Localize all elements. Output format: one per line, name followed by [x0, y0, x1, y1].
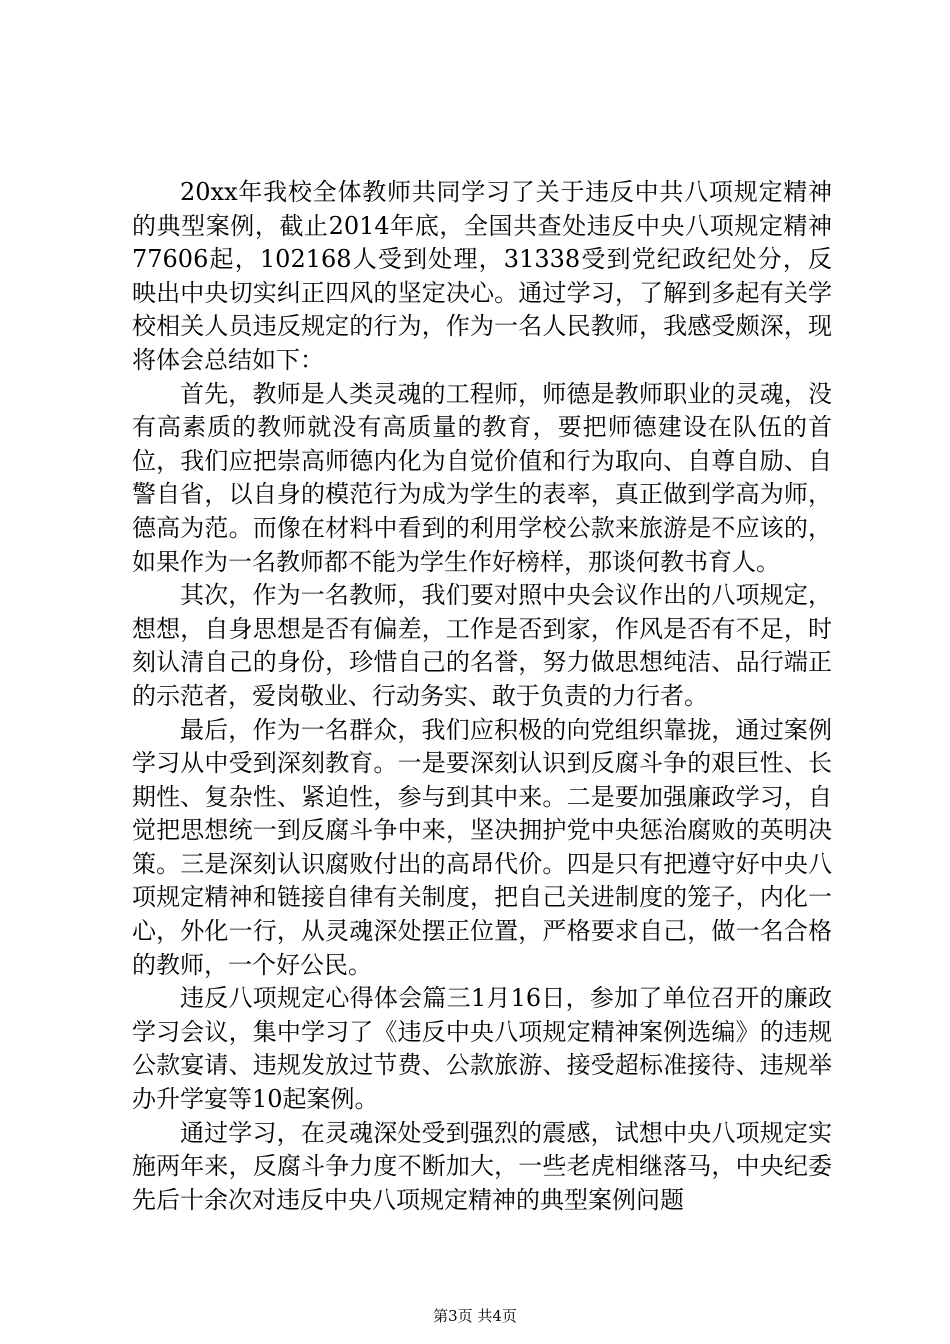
paragraph: 最后，作为一名群众，我们应积极的向党组织靠拢，通过案例学习从中受到深刻教育。一是要深刻认识到反腐斗争的艰巨性、长期性、复杂性、紧迫性，参与到其中来。二是要加强廉政学习，自觉把思想统一到反腐斗争中来，坚决拥护党中央惩治腐败的英明决策。三是深刻认识腐败付出的高昂代价。四是只有把遵守好中央八项规定精神和链接自律有关制度，把自己关进制度的笼子，内化一心，外化一行，从灵魂深处摆正位置，严格要求自己，做一名合格的教师，一个好公民。 — [132, 715, 832, 979]
paragraph: 其次，作为一名教师，我们要对照中央会议作出的八项规定，想想，自身思想是否有偏差，工作是否到家，作风是否有不足，时刻认清自己的身份，珍惜自己的名誉，努力做思想纯洁、品行端正的示范者，爱岗敬业、行动务实、敢于负责的力行者。 — [132, 581, 832, 710]
paragraph: 通过学习，在灵魂深处受到强烈的震感，试想中央八项规定实施两年来，反腐斗争力度不断加大，一些老虎相继落马，中央纪委先后十余次对违反中央八项规定精神的典型案例问题 — [132, 1118, 832, 1214]
page-footer — [0, 1306, 950, 1326]
page-number-label: 第3页 共4页 — [433, 1307, 517, 1325]
paragraph: 违反八项规定心得体会篇三1月16日，参加了单位召开的廉政学习会议，集中学习了《违反中央八项规定精神案例选编》的违规公款宴请、违规发放过节费、公款旅游、接受超标准接待、违规举办升学宴等10起案例。 — [132, 984, 832, 1114]
document-body — [132, 176, 832, 1217]
paragraph: 首先，教师是人类灵魂的工程师，师德是教师职业的灵魂，没有高素质的教师就没有高质量的教育，要把师德建设在队伍的首位，我们应把崇高师德内化为自觉价值和行为取向、自尊自励、自警自省，以自身的模范行为成为学生的表率，真正做到学高为师，德高为范。而像在材料中看到的利用学校公款来旅游是不应该的，如果作为一名教师都不能为学生作好榜样，那谈何教书育人。 — [132, 379, 832, 576]
paragraph: 20xx年我校全体教师共同学习了关于违反中共八项规定精神的典型案例，截止2014年底，全国共查处违反中央八项规定精神77606起，102168人受到处理，31338受到党纪政纪处分，反映出中央切实纠正四风的坚定决心。通过学习，了解到多起有关学校相关人员违反规定的行为，作为一名人民教师，我感受颇深，现将体会总结如下： — [132, 178, 832, 374]
